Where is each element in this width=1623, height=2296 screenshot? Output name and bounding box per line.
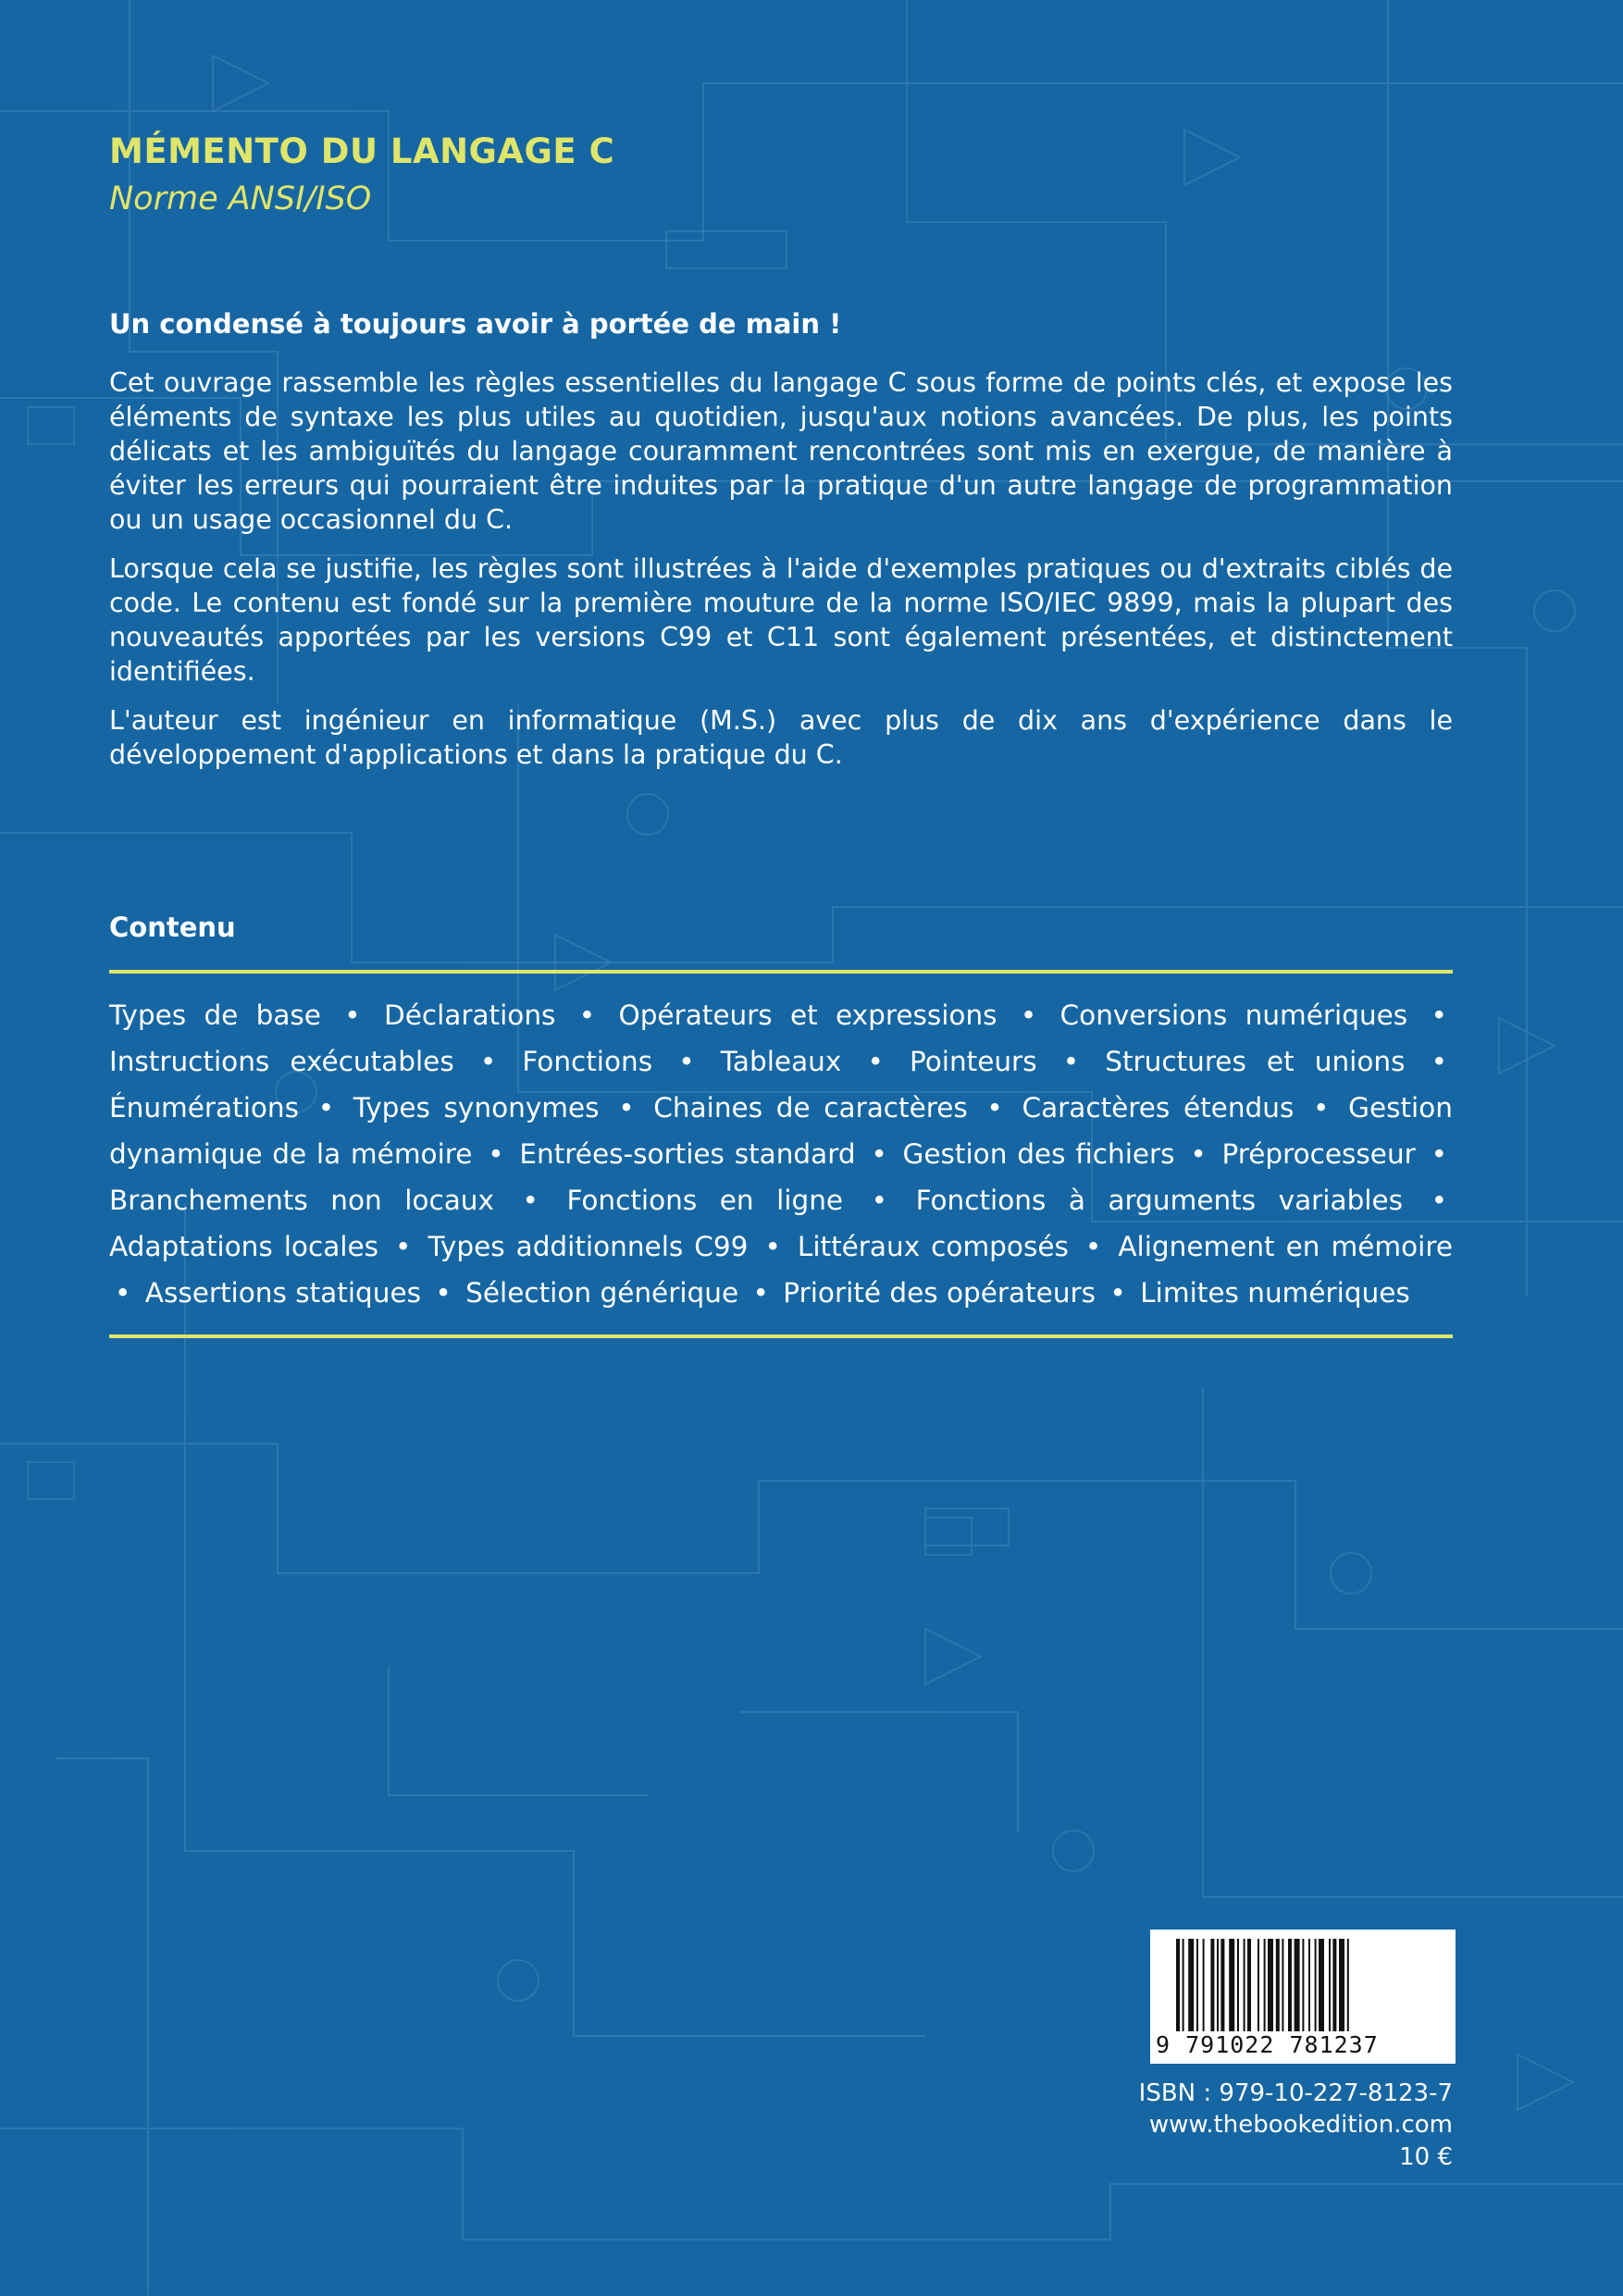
topic-separator: • <box>678 1046 695 1077</box>
topic-separator: • <box>1431 1138 1447 1170</box>
description-paragraph: L'auteur est ingénieur en informatique (M.S.) avec plus de dix ans d'expérience dans le développement d'applications et dans la pratique du C. <box>109 705 1453 770</box>
topic-separator: • <box>1020 999 1037 1031</box>
contents-topic: Adaptations locales <box>109 1231 378 1262</box>
contents-topic: Entrées-sorties standard <box>519 1138 856 1170</box>
barcode <box>1150 1930 1456 2064</box>
contents-topic: Tableaux <box>720 1046 842 1077</box>
topic-separator: • <box>435 1277 452 1309</box>
contents-topic: Déclarations <box>383 999 556 1031</box>
contents-top-rule <box>109 970 1453 974</box>
barcode-bars <box>1176 1939 1426 2031</box>
isbn: ISBN : 979-10-227-8123-7 <box>1138 2079 1453 2107</box>
contents-topic: Préprocesseur <box>1221 1138 1416 1170</box>
tagline: Un condensé à toujours avoir à portée de main ! <box>109 308 842 340</box>
contents-topic-list <box>109 992 1453 1316</box>
topic-separator: • <box>479 1046 497 1077</box>
contents-topic: Instructions exécutables <box>109 1046 454 1077</box>
contents-bottom-rule <box>109 1334 1453 1338</box>
topic-separator: • <box>618 1092 635 1123</box>
topic-separator: • <box>1109 1277 1126 1309</box>
topic-separator: • <box>764 1231 781 1262</box>
publisher-website: www.thebookedition.com <box>1148 2111 1453 2139</box>
contents-topic: Fonctions en ligne <box>566 1185 844 1216</box>
topic-separator: • <box>752 1277 769 1309</box>
topic-separator: • <box>344 999 361 1031</box>
description <box>109 366 1453 787</box>
topic-separator: • <box>1084 1231 1102 1262</box>
contents-topic: Assertions statiques <box>144 1277 421 1309</box>
topic-separator: • <box>395 1231 412 1262</box>
barcode-digits: 9 791022 781237 <box>1156 2031 1379 2058</box>
contents-topic: Sélection générique <box>465 1277 739 1309</box>
contents-topic: Limites numériques <box>1140 1277 1410 1309</box>
topic-separator: • <box>1313 1092 1330 1123</box>
contents-heading: Contenu <box>109 912 236 943</box>
contents-topic: Types de base <box>109 999 321 1031</box>
topic-separator: • <box>1431 1185 1447 1216</box>
contents-topic: Énumérations <box>109 1092 300 1123</box>
description-paragraph: Cet ouvrage rassemble les règles essentielles du langage C sous forme de points clés, et expose les éléments de syntaxe les plus utiles au quotidien, jusqu'aux notions avancées. De plus, les points délicats et les ambiguïtés du langage couramment rencontrées sont mis en exergue, de manière à éviter les erreurs qui pourraient être induites par la pratique d'un autre langage de programmation ou un usage occasionnel du C. <box>109 367 1453 535</box>
topic-separator: • <box>871 1138 887 1170</box>
topic-separator: • <box>867 1046 884 1077</box>
contents-topic: Opérateurs et expressions <box>618 999 997 1031</box>
topic-separator: • <box>1062 1046 1080 1077</box>
contents-topic: Fonctions à arguments variables <box>915 1185 1404 1216</box>
contents-topic: Gestion des fichiers <box>902 1138 1175 1170</box>
topic-separator: • <box>1431 1046 1447 1077</box>
contents-topic: Structures et unions <box>1105 1046 1406 1077</box>
book-title: MÉMENTO DU LANGAGE C <box>109 131 615 171</box>
topic-separator: • <box>1190 1138 1207 1170</box>
contents-topic: Types synonymes <box>353 1092 600 1123</box>
book-subtitle: Norme ANSI/ISO <box>109 180 372 217</box>
contents-topic: Priorité des opérateurs <box>783 1277 1096 1309</box>
contents-topic: Conversions numériques <box>1059 999 1408 1031</box>
contents-topic: Pointeurs <box>909 1046 1037 1077</box>
back-cover <box>109 0 1453 2296</box>
topic-separator: • <box>522 1185 539 1216</box>
contents-topic: Caractères étendus <box>1022 1092 1295 1123</box>
topic-separator: • <box>871 1185 888 1216</box>
contents-topic: Gestion dynamique de la mémoire <box>109 1092 1453 1170</box>
topic-separator: • <box>317 1092 335 1123</box>
contents-topic: Chaines de caractères <box>653 1092 968 1123</box>
contents-topic: Types additionnels C99 <box>427 1231 749 1262</box>
topic-separator: • <box>1431 999 1447 1031</box>
contents-topic: Branchements non locaux <box>109 1185 494 1216</box>
description-paragraph: Lorsque cela se justifie, les règles sont illustrées à l'aide d'exemples pratiques ou d'extraits ciblés de code. Le contenu est fondé sur la première mouture de la norme ISO/IEC 9899, mais la plupart des nouveautés apportées par les versions C99 et C11 sont également présentées, et distinctement identifiées. <box>109 553 1453 687</box>
topic-separator: • <box>488 1138 504 1170</box>
topic-separator: • <box>986 1092 1003 1123</box>
price: 10 € <box>1399 2143 1453 2171</box>
contents-topic: Littéraux composés <box>797 1231 1069 1262</box>
topic-separator: • <box>578 999 596 1031</box>
contents-topic: Alignement en mémoire <box>1118 1231 1453 1262</box>
contents-topic: Fonctions <box>522 1046 653 1077</box>
topic-separator: • <box>115 1277 131 1309</box>
